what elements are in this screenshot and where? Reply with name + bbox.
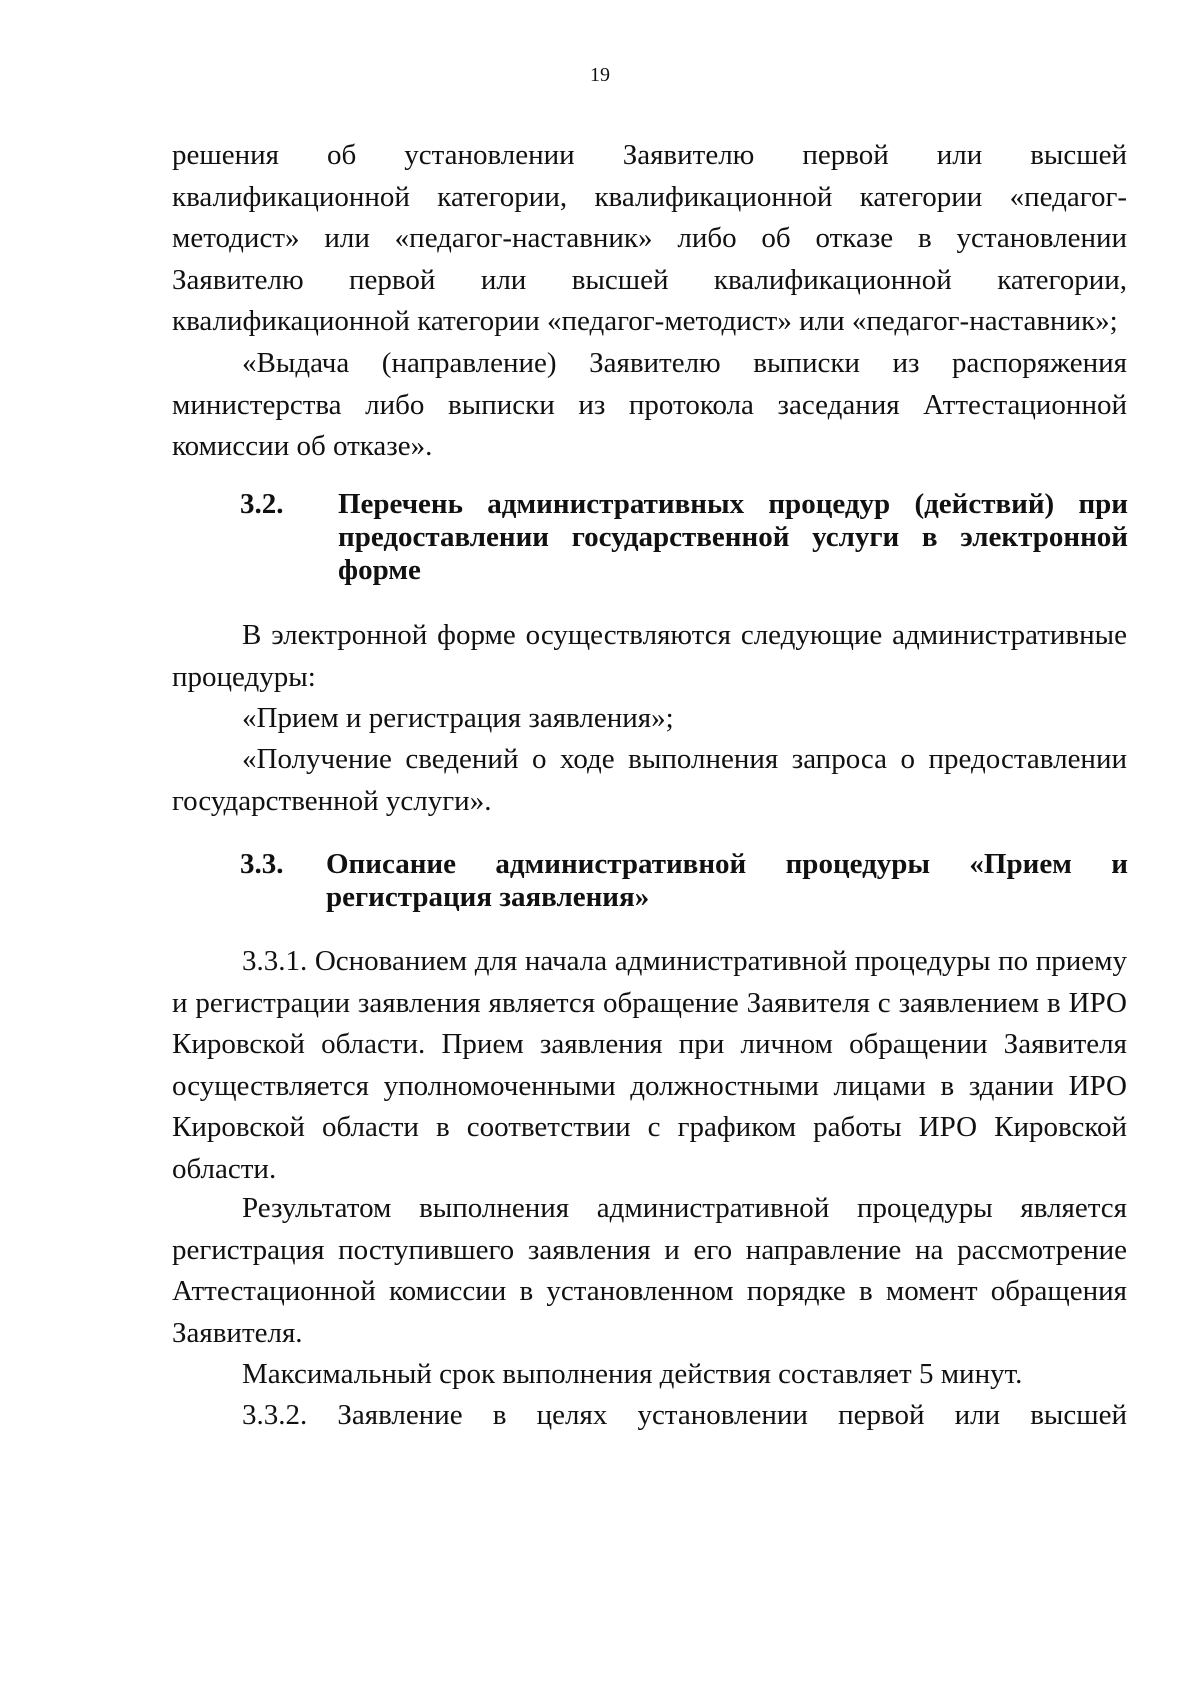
section-number: 3.2. — [240, 488, 284, 520]
paragraph-issuance: «Выдача (направление) Заявителю выписки из распоряжения министерства либо выписки из протокола заседания Аттестационной комиссии об отказе». — [172, 347, 1127, 462]
paragraph-electronic-procedures: В электронной форме осуществляются следующие административные процедуры: — [172, 619, 1127, 693]
section-title: Описание административной процедуры «Прием и регистрация заявления» — [326, 848, 1128, 913]
section-number: 3.3. — [240, 848, 284, 880]
page-number: 19 — [590, 64, 610, 86]
paragraph-3-3-2: 3.3.2. Заявление в целях установлении первой или высшей — [242, 1399, 1127, 1431]
section-title: Перечень административных процедур (действий) при предоставлении государственной услуги в электронной форме — [338, 488, 1128, 586]
paragraph-result: Результатом выполнения административной процедуры является регистрация поступившего заявления и его направление на рассмотрение Аттестационной комиссии в установленном порядке в момент обращения Заявителя. — [172, 1192, 1127, 1349]
paragraph-3-3-1: 3.3.1. Основанием для начала административной процедуры по приему и регистрации заявления является обращение Заявителя с заявлением в ИРО Кировской области. Прием заявления при личном обращении Заявителя осуществляется уполномоченными должностными лицами в здании ИРО Кировской области в соответствии с графиком работы ИРО Кировской области. — [172, 945, 1127, 1185]
list-item-status-info: «Получение сведений о ходе выполнения запроса о предоставлении государственной услуги». — [172, 743, 1127, 817]
section-heading-3-3 — [240, 848, 1128, 914]
paragraph-max-time: Максимальный срок выполнения действия составляет 5 минут. — [242, 1358, 1023, 1390]
list-item-reception: «Прием и регистрация заявления»; — [242, 702, 674, 734]
paragraph-decision-continuation: решения об установлении Заявителю первой или высшей квалификационной категории, квалификационной категории «педагог-методист» или «педагог-наставник» либо об отказе в установлении Заявителю первой или высшей квалификационной категории, квалификационной категории «педагог-методист» или «педагог-наставник»; — [172, 139, 1127, 337]
section-heading-3-2 — [240, 488, 1128, 587]
